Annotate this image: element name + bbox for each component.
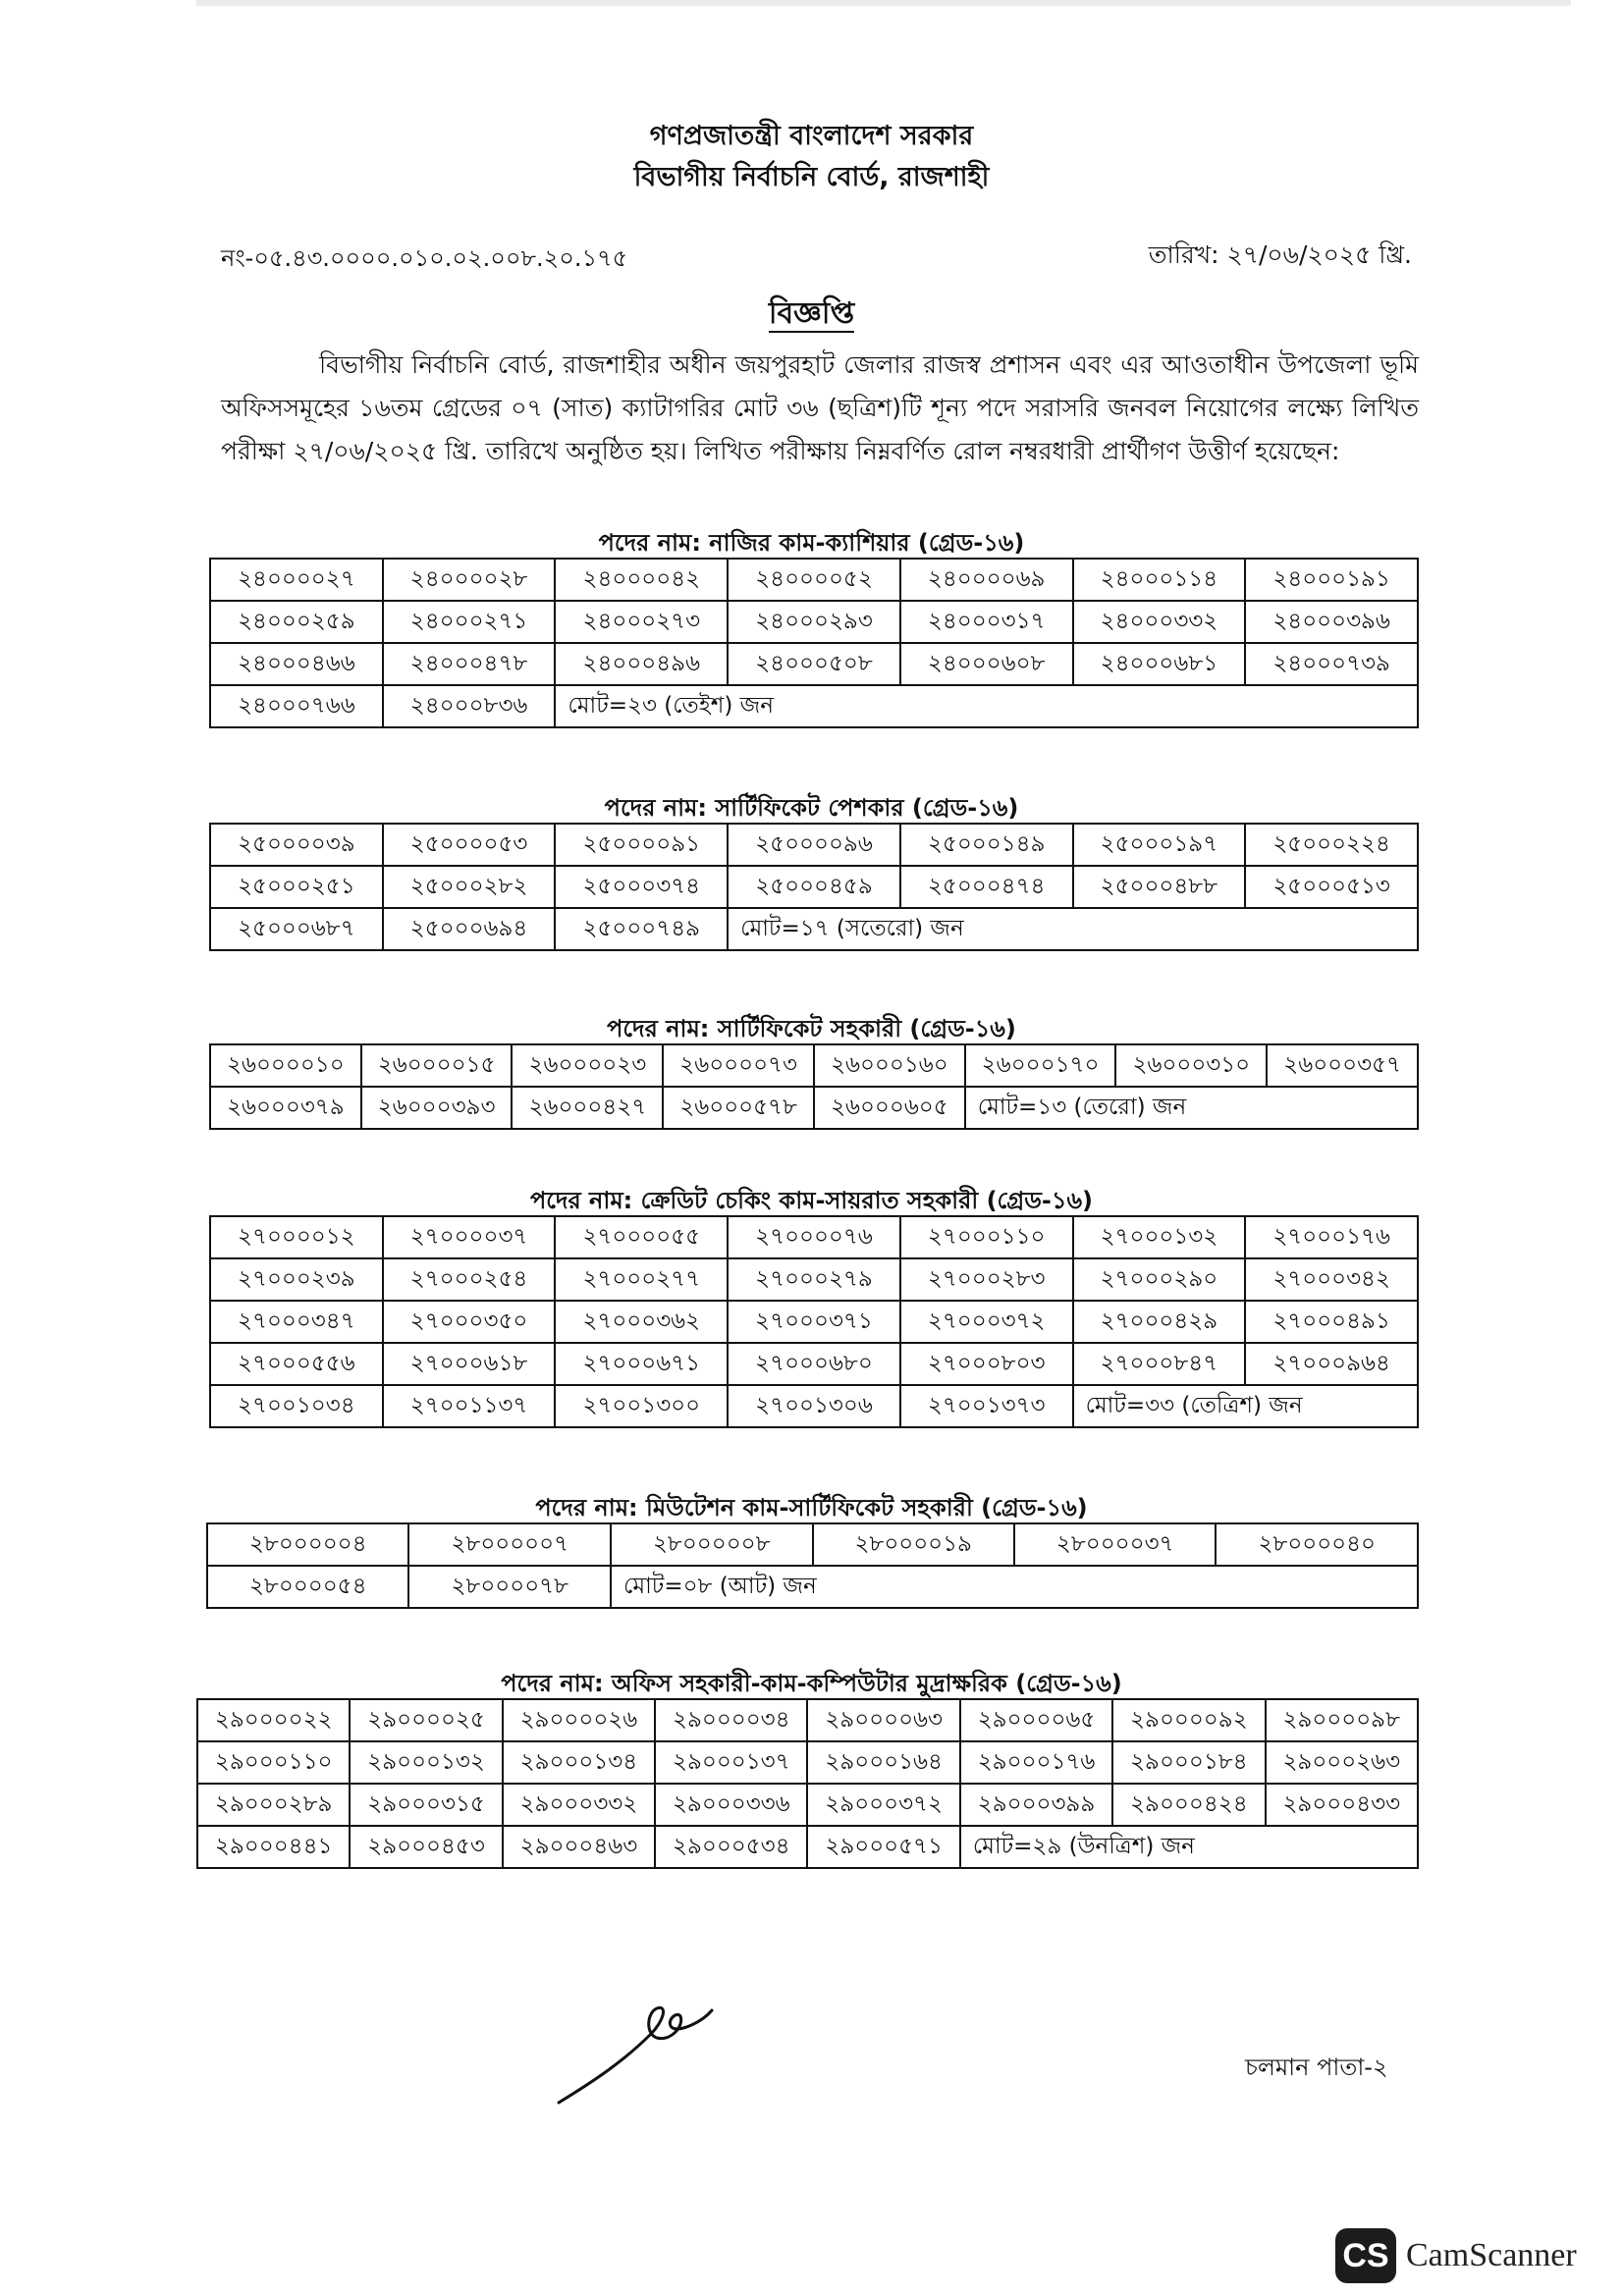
roll-cell: ২৬০০০৩৭৯	[210, 1087, 361, 1129]
section-title-office-assistant: পদের নাম: অফিস সহকারী-কাম-কম্পিউটার মুদ্রাক্ষরিক (গ্রেড-১৬)	[501, 1670, 1122, 1697]
total-count: মোট=১৭ (সতেরো) জন	[728, 908, 1418, 950]
roll-cell: ২৯০০০২৬৩	[1266, 1741, 1418, 1784]
roll-cell: ২৪০০০৪৬৬	[210, 643, 383, 685]
table-row	[210, 908, 1418, 950]
roll-cell: ২৫০০০৪৫৯	[728, 866, 900, 908]
table-row	[207, 1566, 1418, 1608]
roll-cell: ২৪০০০০২৭	[210, 559, 383, 601]
roll-cell: ২৪০০০৭৬৬	[210, 685, 383, 727]
memo-number: নং-০৫.৪৩.০০০০.০১০.০২.০০৮.২০.১৭৫	[221, 244, 628, 272]
roll-cell: ২৭০০০২৭৭	[555, 1258, 728, 1301]
roll-cell: ২৭০০০২৮৩	[900, 1258, 1073, 1301]
roll-cell: ২৪০০০২৭৩	[555, 601, 728, 643]
total-count: মোট=২৯ (উনত্রিশ) জন	[960, 1826, 1418, 1868]
roll-cell: ২৭০০০৩৬২	[555, 1301, 728, 1343]
roll-cell: ২৯০০০৪৪১	[197, 1826, 350, 1868]
roll-cell: ২৯০০০৪৬৩	[503, 1826, 655, 1868]
table-row	[197, 1699, 1418, 1741]
roll-cell: ২৫০০০৬৯৪	[383, 908, 556, 950]
roll-cell: ২৯০০০২৮৯	[197, 1784, 350, 1826]
roll-cell: ২৪০০০৫০৮	[728, 643, 900, 685]
table-row	[210, 866, 1418, 908]
roll-cell: ২৪০০০০৪২	[555, 559, 728, 601]
roll-cell: ২৯০০০০৯৮	[1266, 1699, 1418, 1741]
roll-cell: ২৪০০০৪৯৬	[555, 643, 728, 685]
roll-cell: ২৪০০০০২৮	[383, 559, 556, 601]
roll-cell: ২৫০০০০৯১	[555, 824, 728, 866]
roll-cell: ২৫০০০০৯৬	[728, 824, 900, 866]
roll-cell: ২৬০০০১৬০	[814, 1044, 965, 1087]
roll-cell: ২৫০০০২৮২	[383, 866, 556, 908]
roll-cell: ২৯০০০১৮৪	[1112, 1741, 1265, 1784]
roll-cell: ২৯০০০৩১৫	[350, 1784, 502, 1826]
section-title-credit-checking: পদের নাম: ক্রেডিট চেকিং কাম-সায়রাত সহকারী (গ্রেড-১৬)	[529, 1187, 1094, 1214]
signature	[555, 1983, 722, 2110]
table-row	[197, 1741, 1418, 1784]
roll-cell: ২৭০০০৮৪৭	[1073, 1343, 1246, 1385]
roll-cell: ২৪০০০২৯৩	[728, 601, 900, 643]
section-title-certificate-assistant: পদের নাম: সার্টিফিকেট সহকারী (গ্রেড-১৬)	[607, 1015, 1016, 1042]
scan-edge-artifact	[196, 0, 1571, 6]
roll-cell: ২৭০০০০৫৫	[555, 1216, 728, 1258]
roll-cell: ২৮০০০০৫৪	[207, 1566, 408, 1608]
roll-cell: ২৮০০০০৭৮	[408, 1566, 611, 1608]
roll-cell: ২৭০০০৬৮০	[728, 1343, 900, 1385]
roll-cell: ২৫০০০৪৭৪	[900, 866, 1073, 908]
roll-cell: ২৭০০০১৩২	[1073, 1216, 1246, 1258]
roll-cell: ২৪০০০২৫৯	[210, 601, 383, 643]
roll-table-mutation	[206, 1522, 1419, 1609]
roll-cell: ২৯০০০১৩২	[350, 1741, 502, 1784]
roll-cell: ২৯০০০৫৭১	[807, 1826, 959, 1868]
roll-cell: ২৮০০০০০৭	[408, 1523, 611, 1566]
table-row	[197, 1826, 1418, 1868]
table-row	[210, 1385, 1418, 1427]
roll-cell: ২৭০০০১১০	[900, 1216, 1073, 1258]
roll-cell: ২৫০০০৭৪৯	[555, 908, 728, 950]
roll-cell: ২৭০০০৩৭১	[728, 1301, 900, 1343]
roll-cell: ২৬০০০০১৫	[361, 1044, 513, 1087]
roll-table-credit-checking	[209, 1215, 1419, 1428]
roll-cell: ২৭০০০৬৭১	[555, 1343, 728, 1385]
table-row	[197, 1784, 1418, 1826]
roll-cell: ২৯০০০১৩৭	[655, 1741, 807, 1784]
table-row	[210, 1258, 1418, 1301]
roll-cell: ২৬০০০৩১০	[1115, 1044, 1267, 1087]
roll-cell: ২৮০০০০০৮	[611, 1523, 812, 1566]
running-page-note: চলমান পাতা-২	[1245, 2054, 1388, 2081]
roll-cell: ২৯০০০০২৬	[503, 1699, 655, 1741]
roll-cell: ২৫০০০৪৮৮	[1073, 866, 1246, 908]
roll-cell: ২৯০০০১৭৬	[960, 1741, 1112, 1784]
roll-cell: ২৯০০০০৩৪	[655, 1699, 807, 1741]
roll-cell: ২৯০০০৪৩৩	[1266, 1784, 1418, 1826]
roll-cell: ২৬০০০৩৫৭	[1267, 1044, 1418, 1087]
table-row	[210, 1216, 1418, 1258]
roll-cell: ২৫০০০০৩৯	[210, 824, 383, 866]
roll-cell: ২৪০০০৭৩৯	[1245, 643, 1418, 685]
roll-cell: ২৬০০০৩৯৩	[361, 1087, 513, 1129]
roll-cell: ২৭০০০০৭৬	[728, 1216, 900, 1258]
roll-cell: ২৭০০০৯৬৪	[1245, 1343, 1418, 1385]
roll-cell: ২৯০০০৫৩৪	[655, 1826, 807, 1868]
roll-cell: ২৭০০০৩৭২	[900, 1301, 1073, 1343]
roll-cell: ২৫০০০১৪৯	[900, 824, 1073, 866]
table-row	[210, 1343, 1418, 1385]
roll-cell: ২৬০০০১৭০	[965, 1044, 1116, 1087]
total-count: মোট=১৩ (তেরো) জন	[965, 1087, 1418, 1129]
roll-cell: ২৭০০০০১২	[210, 1216, 383, 1258]
government-name: গণপ্রজাতন্ত্রী বাংলাদেশ সরকার	[649, 121, 974, 151]
roll-table-certificate-peshkar	[209, 823, 1419, 951]
issue-date: তারিখ: ২৭/০৬/২০২৫ খ্রি.	[1148, 240, 1412, 269]
roll-table-certificate-assistant	[209, 1043, 1419, 1130]
table-row	[210, 1087, 1418, 1129]
roll-cell: ২৬০০০৫৭৮	[663, 1087, 814, 1129]
roll-cell: ২৯০০০১১০	[197, 1741, 350, 1784]
roll-cell: ২৪০০০০৫২	[728, 559, 900, 601]
roll-cell: ২৬০০০৪২৭	[512, 1087, 663, 1129]
table-row	[210, 1301, 1418, 1343]
roll-cell: ২৭০০০২৭৯	[728, 1258, 900, 1301]
roll-cell: ২৮০০০০১৯	[813, 1523, 1014, 1566]
roll-cell: ২৫০০০৩৭৪	[555, 866, 728, 908]
roll-cell: ২৭০০১৩০৬	[728, 1385, 900, 1427]
roll-cell: ২৭০০০১৭৬	[1245, 1216, 1418, 1258]
document-header	[0, 116, 1623, 198]
roll-cell: ২৪০০০০৬৯	[900, 559, 1073, 601]
camscanner-brand: CamScanner	[1406, 2237, 1577, 2273]
roll-table-office-assistant	[196, 1698, 1419, 1869]
roll-cell: ২৯০০০০২২	[197, 1699, 350, 1741]
roll-cell: ২৪০০০৩১৭	[900, 601, 1073, 643]
table-row	[210, 824, 1418, 866]
roll-cell: ২৪০০০৬০৮	[900, 643, 1073, 685]
notice-title: বিজ্ঞপ্তি	[768, 296, 855, 331]
roll-cell: ২৪০০০৬৮১	[1073, 643, 1246, 685]
table-row	[207, 1523, 1418, 1566]
roll-cell: ২৭০০০৩৪৭	[210, 1301, 383, 1343]
total-count: মোট=২৩ (তেইশ) জন	[555, 685, 1418, 727]
roll-cell: ২৬০০০০১০	[210, 1044, 361, 1087]
roll-cell: ২৯০০০৩৩৬	[655, 1784, 807, 1826]
roll-cell: ২৬০০০০২৩	[512, 1044, 663, 1087]
roll-cell: ২৪০০০৩৩২	[1073, 601, 1246, 643]
roll-cell: ২৪০০০১৯১	[1245, 559, 1418, 601]
roll-cell: ২৭০০০৩৪২	[1245, 1258, 1418, 1301]
roll-cell: ২৬০০০০৭৩	[663, 1044, 814, 1087]
section-title-nazir: পদের নাম: নাজির কাম-ক্যাশিয়ার (গ্রেড-১৬)	[598, 529, 1025, 557]
notice-intro: বিভাগীয় নির্বাচনি বোর্ড, রাজশাহীর অধীন জয়পুরহাট জেলার রাজস্ব প্রশাসন এবং এর আওতাধীন উপজেলা ভূমি অফিসসমূহের ১৬তম গ্রেডের ০৭ (সাত) ক্যাটাগরির মোট ৩৬ (ছত্রিশ)টি শূন্য পদে সরাসরি জনবল নিয়োগের লক্ষ্যে লিখিত পরীক্ষা ২৭/০৬/২০২৫ খ্রি. তারিখে অনুষ্ঠিত হয়। লিখিত পরীক্ষায় নিম্নবর্ণিত রোল নম্বরধারী প্রার্থীগণ উত্তীর্ণ হয়েছেন:	[221, 350, 1419, 465]
roll-cell: ২৫০০০২২৪	[1245, 824, 1418, 866]
table-row	[210, 601, 1418, 643]
roll-cell: ২৫০০০২৫১	[210, 866, 383, 908]
roll-cell: ২৭০০০৪৯১	[1245, 1301, 1418, 1343]
roll-cell: ২৭০০০০৩৭	[383, 1216, 556, 1258]
camscanner-icon: CS	[1335, 2228, 1396, 2283]
roll-cell: ২৭০০১৩৭৩	[900, 1385, 1073, 1427]
roll-cell: ২৯০০০৪৫৩	[350, 1826, 502, 1868]
roll-cell: ২৯০০০১৬৪	[807, 1741, 959, 1784]
roll-cell: ২৯০০০৩৭২	[807, 1784, 959, 1826]
roll-cell: ২৫০০০৬৮৭	[210, 908, 383, 950]
roll-cell: ২৯০০০০২৫	[350, 1699, 502, 1741]
roll-cell: ২৭০০০২৯০	[1073, 1258, 1246, 1301]
camscanner-watermark	[1335, 2228, 1577, 2283]
roll-table-nazir	[209, 558, 1419, 728]
roll-cell: ২৫০০০৫১৩	[1245, 866, 1418, 908]
board-name: বিভাগীয় নির্বাচনি বোর্ড, রাজশাহী	[633, 162, 990, 192]
roll-cell: ২৪০০০২৭১	[383, 601, 556, 643]
roll-cell: ২৭০০০৩৫০	[383, 1301, 556, 1343]
section-title-certificate-peshkar: পদের নাম: সার্টিফিকেট পেশকার (গ্রেড-১৬)	[604, 794, 1019, 822]
roll-cell: ২৮০০০০৪০	[1216, 1523, 1418, 1566]
roll-cell: ২৭০০০৫৫৬	[210, 1343, 383, 1385]
roll-cell: ২৯০০০৪২৪	[1112, 1784, 1265, 1826]
roll-cell: ২৯০০০১৩৪	[503, 1741, 655, 1784]
roll-cell: ২৭০০০২৩৯	[210, 1258, 383, 1301]
table-row	[210, 685, 1418, 727]
roll-cell: ২৮০০০০০৪	[207, 1523, 408, 1566]
roll-cell: ২৪০০০৮৩৬	[383, 685, 556, 727]
roll-cell: ২৪০০০৩৯৬	[1245, 601, 1418, 643]
roll-cell: ২৭০০০২৫৪	[383, 1258, 556, 1301]
table-row	[210, 1044, 1418, 1087]
roll-cell: ২৪০০০৪৭৮	[383, 643, 556, 685]
section-title-mutation: পদের নাম: মিউটেশন কাম-সার্টিফিকেট সহকারী (গ্রেড-১৬)	[535, 1494, 1088, 1522]
total-count: মোট=০৮ (আট) জন	[611, 1566, 1418, 1608]
roll-cell: ২৭০০০৬১৮	[383, 1343, 556, 1385]
roll-cell: ২৭০০১০৩৪	[210, 1385, 383, 1427]
roll-cell: ২৯০০০০৯২	[1112, 1699, 1265, 1741]
roll-cell: ২৫০০০০৫৩	[383, 824, 556, 866]
roll-cell: ২৫০০০১৯৭	[1073, 824, 1246, 866]
roll-cell: ২৯০০০০৬৫	[960, 1699, 1112, 1741]
roll-cell: ২৯০০০৩৯৯	[960, 1784, 1112, 1826]
roll-cell: ২৭০০০৪২৯	[1073, 1301, 1246, 1343]
total-count: মোট=৩৩ (তেত্রিশ) জন	[1073, 1385, 1418, 1427]
roll-cell: ২৭০০০৮০৩	[900, 1343, 1073, 1385]
roll-cell: ২৮০০০০৩৭	[1014, 1523, 1217, 1566]
roll-cell: ২৯০০০৩৩২	[503, 1784, 655, 1826]
roll-cell: ২৪০০০১১৪	[1073, 559, 1246, 601]
roll-cell: ২৭০০১৩০০	[555, 1385, 728, 1427]
roll-cell: ২৯০০০০৬৩	[807, 1699, 959, 1741]
roll-cell: ২৭০০১১৩৭	[383, 1385, 556, 1427]
table-row	[210, 643, 1418, 685]
roll-cell: ২৬০০০৬০৫	[814, 1087, 965, 1129]
table-row	[210, 559, 1418, 601]
